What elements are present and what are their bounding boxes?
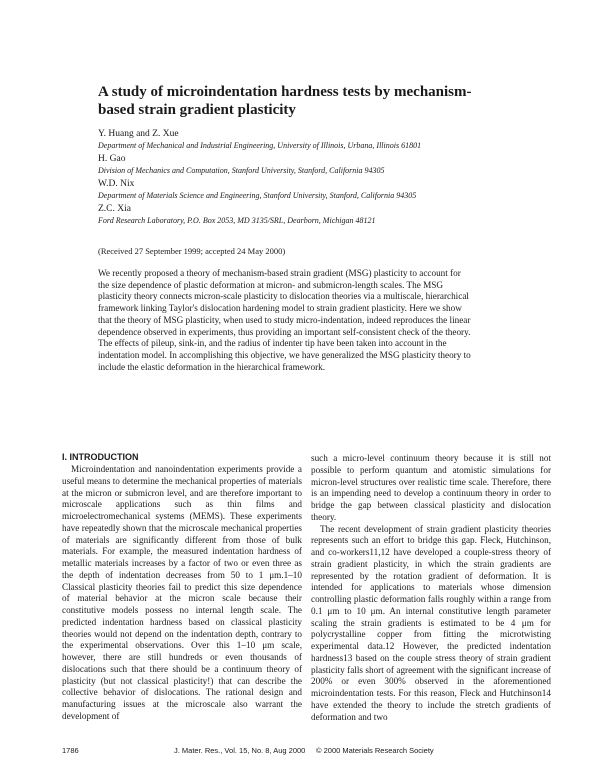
author-affiliation: Department of Mechanical and Industrial Engineering, University of Illinois, Urbana, Illinois 61801	[98, 141, 422, 150]
abstract: We recently proposed a theory of mechanism-based strain gradient (MSG) plasticity to account for the size dependence of plastic deformation at micron- and submicron-length scales. The MSG plasticity theory connects micron-scale plasticity to dislocation theories via a multiscale, hierarchical framework linking Taylor's dislocation hardening model to strain gradient plasticity. Here we show that the theory of MSG plasticity, when used to study micro-indentation, indeed reproduces the linear dependence observed in experiments, thus providing an important self-consistent check of the theory. The effects of pileup, sink-in, and the radius of indenter tip have been taken into account in the indentation model. In accomplishing this objective, we have generalized the MSG plasticity theory to include the elastic deformation in the hierarchical framework.	[98, 268, 471, 372]
author-name: W.D. Nix	[98, 179, 135, 189]
author-name: Y. Huang and Z. Xue	[98, 129, 179, 139]
author-name: Z.C. Xia	[98, 204, 131, 214]
author-name: H. Gao	[98, 154, 126, 164]
author-affiliation: Department of Materials Science and Engineering, Stanford University, Stanford, California 94305	[98, 191, 417, 200]
right-column	[311, 453, 551, 723]
body-paragraph: The recent development of strain gradient plasticity theories represents such an effort to bridge this gap. Fleck, Hutchinson, and co-workers11,12 have developed a couple-stress theory of strain gradient plasticity, in which the strain gradients are represented by the rotation gradient of deformation. It is intended for applications to materials whose dimension controlling plastic deformation falls roughly within a range from 0.1 μm to 10 μm. An internal constitutive length parameter scaling the strain gradients is estimated to be 4 μm for polycrystalline copper from fitting the microtwisting experimental data.12 However, the predicted indentation hardness13 based on the couple stress theory of strain gradient plasticity falls short of agreement with the significant increase of 200% or even 300% observed in the aforementioned microindentation tests. For this reason, Fleck and Hutchinson14 have extended the theory to include the stretch gradients of deformation and two	[311, 523, 551, 722]
author-block	[98, 128, 528, 151]
author-block	[98, 178, 528, 201]
section-heading: I. INTRODUCTION	[62, 452, 139, 462]
copyright-notice: © 2000 Materials Research Society	[316, 746, 434, 755]
paper-title: A study of microindentation hardness tests by mechanism-based strain gradient plasticity	[98, 84, 472, 118]
page-footer	[62, 746, 552, 758]
received-dates: (Received 27 September 1999; accepted 24 May 2000)	[98, 246, 286, 256]
author-affiliation: Division of Mechanics and Computation, Stanford University, Stanford, California 94305	[98, 166, 385, 175]
journal-citation: J. Mater. Res., Vol. 15, No. 8, Aug 2000	[174, 746, 306, 755]
author-block	[98, 153, 528, 176]
author-block	[98, 203, 528, 226]
left-column	[62, 451, 302, 723]
author-affiliation: Ford Research Laboratory, P.O. Box 2053, MD 3135/SRL, Dearborn, Michigan 48121	[98, 216, 376, 225]
body-paragraph: such a micro-level continuum theory because it is still not possible to perform quantum and atomistic simulations for micron-level structures over realistic time scale. Therefore, there is an impending need to develop a continuum theory in order to bridge the gap between classical plasticity and dislocation theory.	[311, 453, 551, 522]
page-number: 1786	[62, 746, 79, 755]
author-list	[98, 128, 528, 228]
body-paragraph: Microindentation and nanoindentation experiments provide a useful means to determine the mechanical properties of materials at the micron or submicron level, and are therefore important to microscale applications such as thin films and microelectromechanical systems (MEMS). These experiments have repeatedly shown that the microscale mechanical properties of materials are significantly different from those of bulk materials. For example, the measured indentation hardness of metallic materials increases by a factor of two or even three as the depth of indentation decreases from 50 to 1 μm.1–10 Classical plasticity theories fail to predict this size dependence of material behavior at the micron scale because their constitutive models possess no internal length scale. The predicted indentation hardness based on classical plasticity theories would not depend on the indentation depth, contrary to the experimental observations. Over this 1–10 μm scale, however, there are still hundreds or even thousands of dislocations such that there should be a continuum theory of plasticity (but not classical plasticity!) that can describe the collective behavior of dislocations. The rational design and manufacturing issues at the microscale also warrant the development of	[62, 464, 302, 721]
